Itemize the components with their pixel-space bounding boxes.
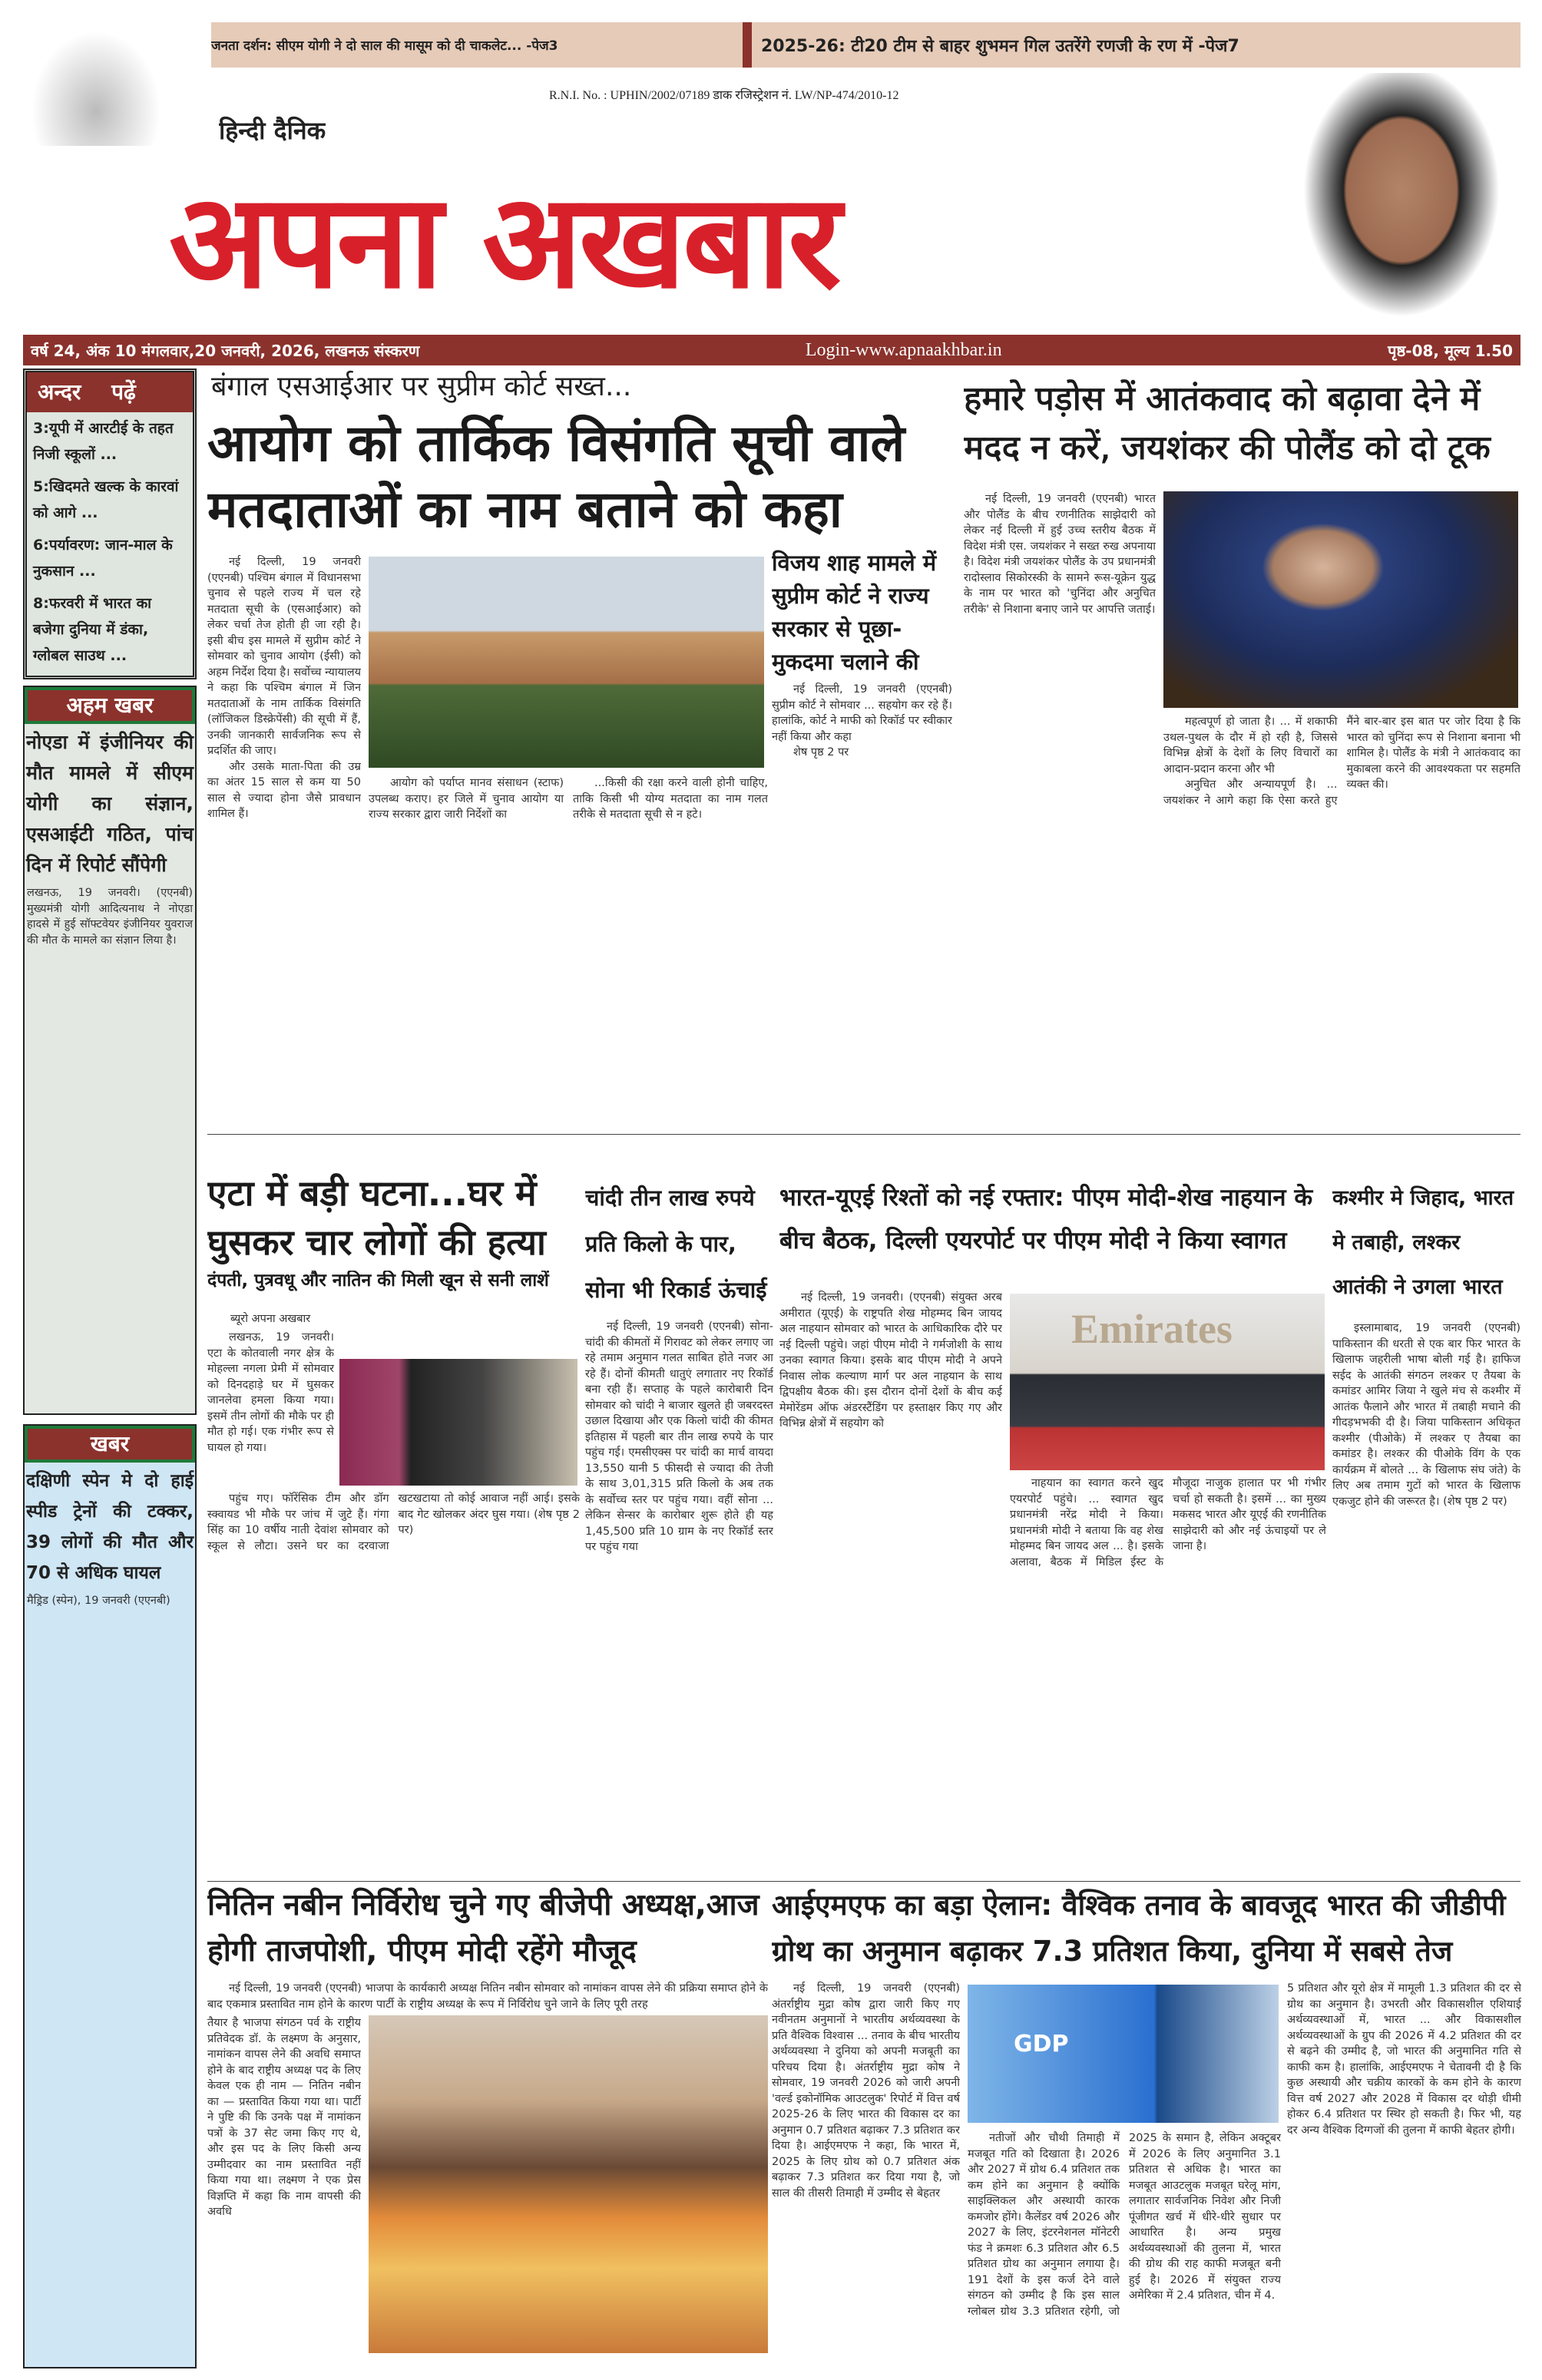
paragraph: नई दिल्ली, 19 जनवरी। (एएनबी) संयुक्त अरब अमीरात (यूएई) के राष्ट्रपति शेख मोहम्मद बिन जायद अल नाहयान सोमवार को भारत के आधिकारिक दौरे पर नई दिल्ली पहुंचे। जहां पीएम मोदी ने गर्मजोशी के साथ उनका स्वागत किया। इसके बाद पीएम मोदी ने अपने निवास लोक कल्याण मार्ग पर अल नाहयान के साथ द्विपक्षीय बैठक की। इस दौरान दोनों देशों के बीच कई मेमोरेंडम ऑफ अंडरस्टैंडिंग पर हस्ताक्षर किए गए और विभिन्न क्षेत्रों में सहयोग को (779, 1291, 1002, 1430)
paragraph: और उसके माता-पिता की उम्र का अंतर 15 साल से कम या 50 साल से ज्यादा होना जैसे प्रावधान शामिल हैं। (207, 760, 361, 820)
paragraph: आयोग को पर्याप्त मानव संसाधन (स्टाफ) उपलब्ध कराए। हर जिले में चुनाव आयोग या राज्य सरकार द्वारा जारी निर्देशों का (369, 777, 564, 821)
photo-airline-text: Emirates (1071, 1306, 1233, 1352)
bjp-headline[interactable]: नितिन नबीन निर्विरोध चुने गए बीजेपी अध्यक्ष,आज होगी ताजपोशी, पीएम मोदी रहेंगे मौजूद (207, 1888, 759, 1968)
kashmir-body (1332, 1321, 1520, 1875)
bjp-lede (207, 1981, 768, 2013)
bjp-body (207, 2015, 361, 2368)
paragraph: नई दिल्ली, 19 जनवरी (एएनबी) अंतर्राष्ट्रीय मुद्रा कोष द्वारा जारी किए गए नवीनतम अनुमानों ने भारतीय अर्थव्यवस्था के प्रति वैश्विक विश्वास ... तनाव के बीच भारतीय अर्थव्यवस्था ने दुनिया को अपनी मजबूती का परिचय दिया है। अंतर्राष्ट्रीय मुद्रा कोष ने सोमवार, 19 जनवरी 2026 को जारी अपनी 'वर्ल्ड इकोनॉमिक आउटलुक' रिपोर्ट में वित्त वर्ष 2025-26 के लिए भारत की विकास दर का अनुमान 0.7 प्रतिशत बढ़ाकर 7.3 प्रतिशत कर दिया है। आईएमएफ ने कहा, कि भारत में, 2025 के लिए ग्रोथ को 0.7 प्रतिशत अंक बढ़ाकर 7.3 प्रतिशत कर दिया गया है, जो साल की तीसरी तिमाही में उम्मीद से बेहतर (772, 1982, 960, 2200)
news-box-title: खबर (25, 1426, 195, 1463)
paragraph: नई दिल्ली, 19 जनवरी (एएनबी) भाजपा के कार्यकारी अध्यक्ष नितिन नबीन सोमवार को नामांकन वापस लेने की प्रक्रिया समाप्त होने के बाद एकमात्र प्रस्तावित नाम होने के कारण पार्टी के राष्ट्रीय अध्यक्ष के रूप में निर्विरोध चुने जाने के लिए पूरी तरह (207, 1982, 768, 2011)
teaser-bar (211, 22, 1520, 68)
inside-item[interactable]: 8:फरवरी में भारत का बजेगा दुनिया में डंका, ग्लोबल साउथ ... (33, 595, 152, 664)
website-link[interactable]: Login-www.apnaakhbar.in (805, 339, 1002, 360)
vijay-shah-headline[interactable]: विजय शाह मामले में सुप्रीम कोर्ट ने राज्य सरकार से पूछा- मुकदमा चलाने की (772, 550, 937, 675)
lead-body-col1 (207, 554, 361, 1130)
teaser-divider (743, 22, 752, 68)
dateline: वर्ष 24, अंक 10 मंगलवार,20 जनवरी, 2026, लखनऊ संस्करण (31, 341, 420, 360)
pen-hand-logo-image (31, 31, 161, 146)
paragraph: नई दिल्ली, 19 जनवरी (एएनबी) पश्चिम बंगाल में विधानसभा चुनाव से पहले राज्य में चल रहे मतदाता सूची के (एसआईआर) को लेकर चर्चा तेज होती ही जा रही है। इसी बीच इस मामले में सुप्रीम कोर्ट ने सोमवार को चुनाव आयोग (ईसी) को अहम निर्देश दिया है। सर्वोच्च न्यायालय ने कहा कि पश्चिम बंगाल में जिन मतदाताओं के नाम तार्किक विसंगति (लॉजिकल डिस्क्रेपेंसी) की सूची में हैं, उनकी जानकारी सार्वजनिक रूप से प्रदर्शित की जाए। (207, 556, 361, 757)
etah-subhead: दंपती, पुत्रवधू और नातिन की मिली खून से सनी लाशें (207, 1271, 549, 1291)
paragraph: नई दिल्ली, 19 जनवरी (एएनबी) सुप्रीम कोर्ट ने सोमवार ... सहयोग कर रहे हैं। हालांकि, कोर्ट ने माफी को रिकॉर्ड पर स्वीकार नहीं किया और कहा (772, 683, 952, 743)
uae-headline[interactable]: भारत-यूएई रिश्तों को नई रफ्तार: पीएम मोदी-शेख नाहयान के बीच बैठक, दिल्ली एयरपोर्ट पर पीएम मोदी ने किया स्वागत (779, 1184, 1313, 1254)
cricketer-photo (1290, 73, 1513, 334)
page-price: पृष्ठ-08, मूल्य 1.50 (1388, 341, 1513, 360)
important-news-box (23, 686, 197, 1415)
etah-byline: ब्यूरो अपना अखबार (230, 1313, 311, 1325)
kashmir-headline[interactable]: कश्मीर मे जिहाद, भारत मे तबाही, लश्कर आतंकी ने उगला भारत (1332, 1186, 1514, 1299)
news-headline[interactable]: दक्षिणी स्पेन मे दो हाई स्पीड ट्रेनों की टक्कर, 39 लोगों की मौत और 70 से अधिक घायल (26, 1471, 194, 1583)
paragraph: लखनऊ, 19 जनवरी। एटा के कोतवाली नगर क्षेत्र के मोहल्ला नगला प्रेमी में सोमवार को दिनदहाड़े घर में घुसकर जानलेवा हमला किया गया। इसमें तीन लोगों की मौके पर ही मौत हो गई। एक गंभीर रूप से घायल हो गया। (207, 1331, 334, 1454)
supreme-court-photo (369, 557, 764, 768)
inside-item[interactable]: 3:यूपी में आरटीई के तहत निजी स्कूलों ... (33, 420, 174, 463)
silver-headline[interactable]: चांदी तीन लाख रुपये प्रति किलो के पार, सोना भी रिकार्ड ऊंचाई (585, 1185, 767, 1303)
lead-kicker: बंगाल एसआईआर पर सुप्रीम कोर्ट सख्त... (211, 371, 632, 402)
tagline: हिन्दी दैनिक (219, 116, 326, 145)
paragraph: पहुंच गए। फॉरेंसिक टीम और डॉग स्क्वायड भी मौके पर जांच में जुटे हैं। गंगा सिंह का 10 वर्षीय नाती देवांश सोमवार को स्कूल से लौटा। उसने घर का दरवाजा खटखटाया तो कोई आवाज नहीं आई। इसके बाद गेट खोलकर अंदर घुस गया। (शेष पृष्ठ 2 पर) (207, 1492, 580, 1552)
masthead-logo: अपना अखबार (169, 166, 839, 318)
uae-body-cols (1010, 1476, 1326, 1875)
row-divider (207, 1134, 1520, 1135)
important-news-title: अहम खबर (25, 687, 195, 724)
jaishankar-headline[interactable]: हमारे पड़ोस में आतंकवाद को बढ़ावा देने में मदद न करें, जयशंकर की पोलैंड को दो टूक (964, 379, 1491, 468)
paragraph: महत्वपूर्ण हो जाता है। ... में शकाफी उथल-पुथल के दौर में हो रही है, जिससे विभिन्न क्षेत्रों के देशों के लिए विचारों का आदान-प्रदान करना और भी (1163, 716, 1338, 775)
vijay-shah-body (772, 682, 952, 1131)
paragraph: नई दिल्ली, 19 जनवरी (एएनबी) सोना-चांदी की कीमतों में गिरावट को लेकर लगाए जा रहे तमाम अनुमान गलत साबित होते नजर आ रहे हैं। दोनों कीमती धातुएं लगातार नए रिकॉर्ड बना रही हैं। सप्ताह के पहले कारोबारी दिन सोमवार को चांदी ने बाजार खुलते ही जबरदस्त उछाल दिखाया और एक किलो चांदी की कीमत इतिहास में पहली बार तीन लाख रुपये के पार पहुंच गई। एमसीएक्स पर चांदी का मार्च वायदा 13,550 यानी 5 फीसदी से ज्यादा की तेजी के साथ 3,01,315 प्रति किलो के अब तक के सर्वोच्च स्तर पर पहुंच गया। वहीं सोना ... लेकिन सेन्सर के कारोबार शुरू होते ही यह 1,45,500 प्रति 10 ग्राम के नए रिकॉर्ड स्तर पर पहुंच गया (585, 1321, 773, 1553)
uae-airport-photo (1010, 1294, 1325, 1470)
paragraph: अनुचित और अन्यायपूर्ण है। ... जयशंकर ने आगे कहा कि ऐसा करते हुए मैंने बार-बार इस बात पर जोर दिया है कि भारत को चुनिंदा रूप से निशाना बनाना भी शामिल है। पोलैंड के मंत्री ने आतंकवाद का मुकाबला करने की आवश्यकता पर सहमति व्यक्त की। (1163, 716, 1520, 807)
etah-body-col1 (207, 1330, 334, 1483)
important-body: लखनऊ, 19 जनवरी। (एएनबी) मुख्यमंत्री योगी आदित्यनाथ ने नोएडा हादसे में हुई सॉफ्टवेयर इंजीनियर युवराज की मौत के मामले का संज्ञान लिया है। (27, 887, 193, 947)
jaishankar-photo (1163, 491, 1518, 708)
news-body: मैड्रिड (स्पेन), 19 जनवरी (एएनबी) (27, 1595, 170, 1607)
etah-police-photo (339, 1359, 577, 1486)
paragraph: इस्लामाबाद, 19 जनवरी (एएनबी) पाकिस्तान की धरती से एक बार फिर भारत के खिलाफ जहरीली भाषा बोली गई है। हाफिज सईद के आतंकी संगठन लश्कर ए तैयबा के कमांडर आमिर जिया ने खुले मंच से कश्मीर में आतंक फैलाने और भारत में तबाही मचाने की गीदड़भभकी दी है। जिया पाकिस्तान अधिकृत कश्मीर (पीओके) में लश्कर ए तैयबा का कमांडर है। लश्कर की पीओके विंग के एक कार्यक्रम में बोलते ... के खिलाफ संघ जंते) के लिए अब तमाम गुटों को भारत के खिलाफ एकजुट होने की जरूरत है। (शेष पृष्ठ 2 पर) (1332, 1322, 1520, 1508)
nitin-nabin-photo (369, 2015, 768, 2353)
photo-gdp-text: GDP (1014, 2031, 1069, 2058)
lead-headline[interactable]: आयोग को तार्किक विसंगति सूची वाले मतदाताओं का नाम बताने को कहा (207, 414, 905, 539)
inside-item[interactable]: 5:खिदमते खल्क के कारवां को आगे ... (33, 478, 179, 521)
uae-body-col1 (779, 1290, 1002, 1875)
etah-body-cols (207, 1491, 580, 1875)
important-headline[interactable]: नोएडा में इंजीनियर की मौत मामले में सीएम योगी का संज्ञान, एसआईटी गठित, पांच दिन में रिपोर्ट सौंपेगी (26, 731, 194, 876)
continued-link[interactable]: शेष पृष्ठ 2 पर (793, 746, 849, 759)
imf-body-col4 (1287, 1981, 1521, 2368)
imf-gdp-photo (968, 1985, 1279, 2123)
silver-body (585, 1319, 773, 1876)
inside-title: अन्दर पढ़ें (27, 372, 193, 412)
paragraph: 5 प्रतिशत और यूरो क्षेत्र में मामूली 1.3 प्रतिशत की दर से ग्रोथ का अनुमान है। उभरती और विकासशील एशियाई अर्थव्यवस्थाओं में, भारत ... और विकासशील अर्थव्यवस्थाओं के ग्रुप की 2026 में 4.2 प्रतिशत की दर से बढ़ने की उम्मीद है, जो भारत की अनुमानित गति से काफी कम है। हालांकि, आईएमएफ ने चेतावनी दी है कि कुछ अस्थायी और चक्रीय कारकों के कम होने के कारण वित्त वर्ष 2027 और 2028 में विकास दर थोड़ी धीमी होकर 6.4 प्रतिशत पर स्थिर हो सकती है। फिर भी, यह दर अन्य वैश्विक दिग्गजों की तुलना में काफी बेहतर होगी। (1287, 1982, 1521, 2137)
inside-pages-box (23, 369, 197, 679)
inside-item[interactable]: 6:पर्यावरण: जान-माल के नुकसान ... (33, 537, 173, 580)
etah-headline[interactable]: एटा में बड़ी घटना...घर में घुसकर चार लोगों की हत्या (207, 1172, 546, 1263)
imf-headline[interactable]: आईएमएफ का बड़ा ऐलान: वैश्विक तनाव के बावजूद भारत की जीडीपी ग्रोथ का अनुमान बढ़ाकर 7.3 प्रतिशत किया, दुनिया में सबसे तेज (772, 1889, 1506, 1968)
paragraph: तैयार है भाजपा संगठन पर्व के राष्ट्रीय प्रतिवेदक डॉ. के लक्ष्मण के अनुसार, नामांकन वापस लेने की अवधि समाप्त होने के बाद राष्ट्रीय अध्यक्ष पद के लिए केवल एक ही नाम — नितिन नबीन का — प्रस्तावित किया गया था। पार्टी ने पुष्टि की कि उनके पक्ष में नामांकन पत्रों के 37 सेट जमा किए गए थे, और इस पद के लिए किसी अन्य उम्मीदवार का नाम प्रस्तावित नहीं किया गया था। लक्ष्मण ने एक प्रेस विज्ञप्ति में कहा कि नाम वापसी की अवधि (207, 2017, 361, 2218)
teaser-left[interactable]: जनता दर्शन: सीएम योगी ने दो साल की मासूम को दी चाकलेट... -पेज3 (211, 38, 558, 54)
lead-body-cols (369, 775, 768, 1129)
registration-numbers: R.N.I. No. : UPHIN/2002/07189 डाक रजिस्ट्रेशन नं. LW/NP-474/2010-12 (549, 89, 899, 102)
paragraph: नई दिल्ली, 19 जनवरी (एएनबी) भारत और पोलैंड के बीच रणनीतिक साझेदारी को लेकर नई दिल्ली में हुई उच्च स्तरीय बैठक में विदेश मंत्री एस. जयशंकर ने सख्त रुख अपनाया है। विदेश मंत्री जयशंकर पोलैंड के उप प्रधानमंत्री रादोस्लाव सिकोरस्की के सामने रूस-यूक्रेन युद्ध के नाम पर भारत को 'चुनिंदा और अनुचित तरीके' से निशाना बनाए जाने पर आपत्ति जताई। (964, 493, 1156, 616)
jaishankar-body-col1 (964, 491, 1156, 1130)
jaishankar-body-cols (1163, 714, 1520, 1130)
teaser-right[interactable]: 2025-26: टी20 टीम से बाहर शुभमन गिल उतरेंगे रणजी के रण में -पेज7 (761, 36, 1239, 56)
row-divider (207, 1881, 1520, 1882)
date-bar (23, 335, 1520, 365)
paragraph: नतीजों और चौथी तिमाही में मजबूत गति को दिखाता है। 2026 और 2027 में ग्रोथ 6.4 प्रतिशत तक कम होने का अनुमान है क्योंकि साइक्लिकल और अस्थायी कारक कमजोर होंगे। कैलेंडर वर्ष 2026 और 2027 के लिए, इंटरनेशनल मॉनेटरी फंड ने क्रमशः 6.3 प्रतिशत और 6.5 प्रतिशत ग्रोथ का अनुमान लगाया है। 191 देशों के इस कर्ज देने वाले संगठन को उम्मीद है कि इस साल ग्लोबल ग्रोथ 3.3 प्रतिशत रहेगी, जो 2025 के समान है, लेकिन अक्टूबर में 2026 के लिए अनुमानित 3.1 प्रतिशत से अधिक है। भारत का मजबूत आउटलुक मजबूत घरेलू मांग, लगातार सार्वजनिक निवेश और निजी पूंजीगत खर्च में धीरे-धीरे सुधार पर आधारित है। अन्य प्रमुख अर्थव्यवस्थाओं की तुलना में, भारत की ग्रोथ की राह काफी मजबूत बनी हुई है। 2026 में संयुक्त राज्य अमेरिका में 2.4 प्रतिशत, चीन में 4. (968, 2132, 1281, 2318)
news-box (23, 1424, 197, 2368)
imf-body-cols (968, 2130, 1281, 2368)
paragraph: ...किसी की रक्षा करने वाली होनी चाहिए, ताकि किसी भी योग्य मतदाता का नाम गलत तरीके से मतदाता सूची से न हटे। (573, 777, 768, 821)
paragraph: नाहयान का स्वागत करने खुद एयरपोर्ट पहुंचे। ... स्वागत खुद प्रधानमंत्री नरेंद्र मोदी ने किया। प्रधानमंत्री मोदी ने बताया कि वह शेख मोहम्मद बिन जायद अल ... है। इसके अलावा, बैठक में मिडिल ईस्ट के मौजूदा नाजुक हालात पर भी गंभीर चर्चा हो सकती है। इसमें ... का मुख्य मकसद भारत और यूएई की रणनीतिक साझेदारी को और नई ऊंचाइयों पर ले जाना है। (1010, 1477, 1326, 1568)
imf-body-col1 (772, 1981, 960, 2368)
